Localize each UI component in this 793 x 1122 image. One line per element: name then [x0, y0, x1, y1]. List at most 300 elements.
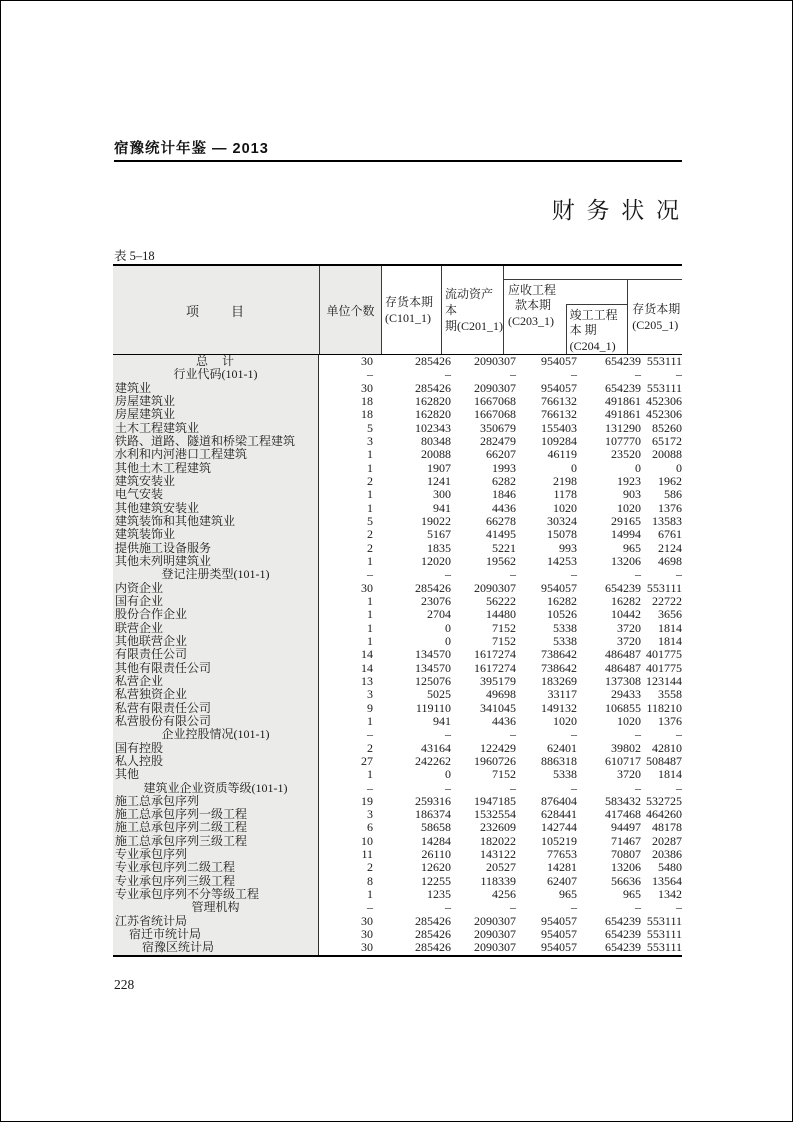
column-header-line: 款本期 — [515, 298, 552, 312]
table-cell: 1907 — [427, 460, 451, 475]
row-label: 江苏省统计局 — [113, 915, 319, 928]
table-cell: 2 — [367, 860, 373, 875]
table-cell: 941 — [433, 500, 451, 515]
table-cell: 162820 — [415, 393, 451, 408]
table-number-label: 表 5–18 — [114, 249, 155, 263]
table-cell: 610717 — [605, 753, 641, 768]
table-cell: 41495 — [486, 527, 516, 542]
row-label: 宿迁市统计局 — [113, 928, 319, 941]
table-cell: – — [635, 727, 641, 742]
table-cell: 19 — [361, 793, 373, 808]
table-cell: 2 — [367, 473, 373, 488]
table-cell: 954057 — [541, 380, 577, 395]
table-cell: 1 — [367, 447, 373, 462]
table-cell: 105219 — [541, 833, 577, 848]
table-cell: 553111 — [646, 940, 682, 955]
table-row — [113, 821, 682, 834]
table-cell: 18 — [361, 393, 373, 408]
table-row — [113, 848, 682, 861]
row-label: 施工总承包序列 — [113, 795, 319, 808]
table-row — [113, 355, 682, 368]
table-cell: 13583 — [652, 513, 682, 528]
table-cell: 1020 — [553, 713, 577, 728]
table-cell: – — [510, 727, 516, 742]
table-header — [113, 266, 682, 355]
table-cell: 491861 — [605, 393, 641, 408]
table-cell: 341045 — [480, 700, 516, 715]
row-label: 电气安装 — [113, 488, 319, 501]
table-row — [113, 542, 682, 555]
table-cell: 401775 — [646, 647, 682, 662]
table-cell: 123144 — [646, 673, 682, 688]
row-label: 铁路、道路、隧道和桥梁工程建筑 — [113, 435, 319, 448]
row-label: 专业承包序列三级工程 — [113, 875, 319, 888]
table-row — [113, 901, 682, 914]
table-cell: 29165 — [611, 513, 641, 528]
column-header-unit-count: 单位个数 — [319, 266, 381, 354]
table-cell: – — [635, 900, 641, 915]
table-cell: 941 — [433, 713, 451, 728]
row-label: 建筑业企业资质等级(101-1) — [113, 782, 319, 795]
column-header-line: 期(C201_1) — [445, 319, 503, 333]
table-row — [113, 768, 682, 781]
header-empty-strip — [504, 266, 682, 280]
table-row — [113, 408, 682, 421]
row-label: 水利和内河港口工程建筑 — [113, 448, 319, 461]
table-row — [113, 742, 682, 755]
table-cell: – — [635, 367, 641, 382]
table-cell: – — [571, 900, 577, 915]
table-cell: 3 — [367, 687, 373, 702]
table-cell: 10526 — [547, 607, 577, 622]
table-cell: 0 — [445, 767, 451, 782]
table-cell: 131290 — [605, 420, 641, 435]
table-cell: 102343 — [415, 420, 451, 435]
table-cell: 654239 — [605, 580, 641, 595]
table-cell: 15078 — [547, 527, 577, 542]
table-cell: 26110 — [421, 847, 451, 862]
table-cell: 654239 — [605, 940, 641, 955]
row-label: 国有企业 — [113, 595, 319, 608]
table-cell: 1020 — [617, 713, 641, 728]
table-cell: 14284 — [421, 833, 451, 848]
table-cell: 1667068 — [474, 393, 516, 408]
table-cell: 1532554 — [474, 807, 516, 822]
table-cell: 1814 — [658, 633, 682, 648]
table-cell: 134570 — [415, 660, 451, 675]
table-cell: 954057 — [541, 927, 577, 942]
table-cell: 12255 — [421, 873, 451, 888]
table-row — [113, 448, 682, 461]
table-cell: 4436 — [492, 500, 516, 515]
table-cell: – — [676, 780, 682, 795]
table-cell: 903 — [623, 487, 641, 502]
table-cell: 1 — [367, 767, 373, 782]
table-cell: 58658 — [421, 820, 451, 835]
row-label: 施工总承包序列三级工程 — [113, 835, 319, 848]
section-title: 财 务 状 况 — [551, 198, 682, 223]
table-cell: 30 — [361, 380, 373, 395]
column-header-line: (C203_1) — [508, 313, 554, 328]
table-cell: 66278 — [486, 513, 516, 528]
table-row — [113, 928, 682, 941]
table-cell: 43164 — [421, 740, 451, 755]
table-cell: 0 — [571, 460, 577, 475]
table-cell: – — [676, 900, 682, 915]
row-label: 专业承包序列二级工程 — [113, 861, 319, 874]
table-cell: 583432 — [605, 793, 641, 808]
column-header-c205 — [627, 280, 682, 355]
row-label: 建筑安装业 — [113, 475, 319, 488]
table-cell: 2090307 — [474, 913, 516, 928]
table-cell: 452306 — [646, 393, 682, 408]
table-cell: 1814 — [658, 620, 682, 635]
row-label: 其他建筑安装业 — [113, 502, 319, 515]
table-cell: – — [367, 367, 373, 382]
table-row — [113, 502, 682, 515]
table-cell: 532725 — [646, 793, 682, 808]
column-header-line: 存货本期 — [632, 301, 681, 316]
table-cell: 46119 — [547, 447, 577, 462]
table-cell: 553111 — [646, 580, 682, 595]
table-cell: 42810 — [652, 740, 682, 755]
table-cell: 183269 — [541, 673, 577, 688]
header-spacer — [566, 280, 628, 304]
table-cell: 137308 — [605, 673, 641, 688]
table-cell: – — [445, 567, 451, 582]
row-label: 私人控股 — [113, 755, 319, 768]
table-cell: 56222 — [486, 593, 516, 608]
table-row — [113, 368, 682, 381]
table-cell: 285426 — [415, 580, 451, 595]
table-cell: 6 — [367, 820, 373, 835]
table-cell: 3720 — [617, 620, 641, 635]
table-cell: 1835 — [427, 540, 451, 555]
table-cell: 30 — [361, 913, 373, 928]
table-cell: 259316 — [415, 793, 451, 808]
table-cell: 8 — [367, 873, 373, 888]
table-cell: – — [445, 367, 451, 382]
table-cell: 876404 — [541, 793, 577, 808]
table-row — [113, 835, 682, 848]
table-cell: – — [571, 567, 577, 582]
table-cell: 954057 — [541, 580, 577, 595]
table-row — [113, 422, 682, 435]
table-cell: 1376 — [658, 500, 682, 515]
table-cell: 10442 — [611, 607, 641, 622]
table-cell: 1814 — [658, 767, 682, 782]
table-cell: 23076 — [421, 593, 451, 608]
table-row — [113, 528, 682, 541]
table-cell: 993 — [559, 540, 577, 555]
table-cell: – — [367, 567, 373, 582]
table-cell: 2124 — [658, 540, 682, 555]
table-cell: 9 — [367, 700, 373, 715]
table-cell: 285426 — [415, 354, 451, 368]
table-cell: 1617274 — [474, 647, 516, 662]
table-cell: 20088 — [421, 447, 451, 462]
column-header-line: 应收工程 — [508, 282, 557, 297]
table-cell: 142744 — [541, 820, 577, 835]
table-cell: 23520 — [611, 447, 641, 462]
table-row — [113, 915, 682, 928]
table-cell: 5025 — [427, 687, 451, 702]
table-cell: 242262 — [415, 753, 451, 768]
table-cell: 22722 — [652, 593, 682, 608]
table-row — [113, 795, 682, 808]
table-cell: 13564 — [652, 873, 682, 888]
table-cell: 77653 — [547, 847, 577, 862]
column-header-c204-wrap — [566, 280, 628, 355]
table-row — [113, 648, 682, 661]
table-cell: 56636 — [611, 873, 641, 888]
table-row — [113, 555, 682, 568]
table-cell: 107770 — [605, 433, 641, 448]
table-cell: – — [445, 900, 451, 915]
table-cell: 1 — [367, 633, 373, 648]
table-row — [113, 702, 682, 715]
table-row — [113, 435, 682, 448]
table-cell: 182022 — [480, 833, 516, 848]
table-cell: 119110 — [415, 700, 451, 715]
table-cell: 553111 — [646, 354, 682, 368]
table-row — [113, 782, 682, 795]
table-cell: 39802 — [611, 740, 641, 755]
table-cell: 10 — [361, 833, 373, 848]
table-cell: 285426 — [415, 913, 451, 928]
table-row — [113, 861, 682, 874]
table-cell: – — [676, 727, 682, 742]
table-cell: 1235 — [427, 887, 451, 902]
row-label: 私营企业 — [113, 675, 319, 688]
column-header-c204 — [566, 304, 628, 355]
row-label: 提供施工设备服务 — [113, 542, 319, 555]
table-cell: 85260 — [652, 420, 682, 435]
table-cell: 1020 — [553, 500, 577, 515]
table-cell: 766132 — [541, 407, 577, 422]
header-group-lower — [504, 280, 682, 355]
table-cell: 654239 — [605, 354, 641, 368]
table-cell: 20527 — [486, 860, 516, 875]
row-label: 联营企业 — [113, 622, 319, 635]
table-cell: 1923 — [617, 473, 641, 488]
column-header-c201 — [441, 266, 503, 354]
table-cell: 954057 — [541, 913, 577, 928]
row-label: 专业承包序列不分等级工程 — [113, 888, 319, 901]
row-label: 内资企业 — [113, 582, 319, 595]
table-cell: 654239 — [605, 913, 641, 928]
table-cell: 1 — [367, 487, 373, 502]
table-cell: – — [571, 780, 577, 795]
table-cell: – — [367, 727, 373, 742]
table-cell: 5338 — [553, 633, 577, 648]
table-cell: 285426 — [415, 927, 451, 942]
table-row — [113, 382, 682, 395]
table-cell: 464260 — [646, 807, 682, 822]
table-cell: 1342 — [658, 887, 682, 902]
table-cell: 19562 — [486, 553, 516, 568]
table-cell: – — [445, 780, 451, 795]
table-row — [113, 608, 682, 621]
table-cell: 5338 — [553, 620, 577, 635]
table-row — [113, 662, 682, 675]
table-cell: 491861 — [605, 407, 641, 422]
row-label: 私营独资企业 — [113, 688, 319, 701]
table-cell: 3558 — [658, 687, 682, 702]
table-cell: 186374 — [415, 807, 451, 822]
table-cell: 143122 — [480, 847, 516, 862]
row-label: 私营股份有限公司 — [113, 715, 319, 728]
table-cell: 654239 — [605, 927, 641, 942]
table-cell: 738642 — [541, 660, 577, 675]
table-row — [113, 875, 682, 888]
table-cell: 965 — [623, 887, 641, 902]
table-cell: 3720 — [617, 767, 641, 782]
table-row — [113, 755, 682, 768]
header-rule — [114, 160, 682, 162]
table-row — [113, 808, 682, 821]
table-row — [113, 595, 682, 608]
row-label: 总 计 — [113, 355, 319, 368]
table-cell: 29433 — [611, 687, 641, 702]
table-body — [113, 355, 682, 955]
column-header-group — [503, 266, 682, 354]
table-cell: 7152 — [492, 767, 516, 782]
table-cell: 16282 — [611, 593, 641, 608]
table-cell: 14 — [361, 660, 373, 675]
table-row — [113, 715, 682, 728]
row-label: 施工总承包序列一级工程 — [113, 808, 319, 821]
table-cell: 282479 — [480, 433, 516, 448]
table-cell: 1 — [367, 620, 373, 635]
table-cell: 30 — [361, 354, 373, 368]
table-cell: 2198 — [553, 473, 577, 488]
table-cell: 3 — [367, 433, 373, 448]
row-label: 其他联营企业 — [113, 635, 319, 648]
table-cell: 5167 — [427, 527, 451, 542]
table-cell: 13206 — [611, 553, 641, 568]
table-cell: 285426 — [415, 380, 451, 395]
table-cell: 1376 — [658, 713, 682, 728]
table-cell: 11 — [361, 847, 373, 862]
table-cell: 1 — [367, 593, 373, 608]
table-cell: 33117 — [547, 687, 577, 702]
row-label: 股份合作企业 — [113, 608, 319, 621]
table-cell: 417468 — [605, 807, 641, 822]
table-cell: 2090307 — [474, 380, 516, 395]
table-cell: 1 — [367, 460, 373, 475]
table-cell: 12620 — [421, 860, 451, 875]
table-row — [113, 941, 682, 954]
row-label: 企业控股情况(101-1) — [113, 728, 319, 741]
table-cell: – — [635, 780, 641, 795]
table-row — [113, 688, 682, 701]
table-cell: 738642 — [541, 647, 577, 662]
table-cell: 4436 — [492, 713, 516, 728]
table-cell: – — [510, 900, 516, 915]
row-label: 登记注册类型(101-1) — [113, 568, 319, 581]
table-cell: 1178 — [553, 487, 577, 502]
row-label: 施工总承包序列二级工程 — [113, 821, 319, 834]
table-cell: 965 — [623, 540, 641, 555]
table-cell: 16282 — [547, 593, 577, 608]
table-cell: 122429 — [480, 740, 516, 755]
table-cell: 452306 — [646, 407, 682, 422]
table-cell: 66207 — [486, 447, 516, 462]
running-head: 宿豫统计年鉴 — 2013 — [114, 141, 269, 157]
table-cell: 65172 — [652, 433, 682, 448]
table-cell: – — [510, 367, 516, 382]
table-cell: 6761 — [658, 527, 682, 542]
table-cell: 232609 — [480, 820, 516, 835]
row-label: 房屋建筑业 — [113, 408, 319, 421]
table-cell: 70807 — [611, 847, 641, 862]
table-cell: – — [445, 727, 451, 742]
row-label: 建筑装饰业 — [113, 528, 319, 541]
table-cell: 149132 — [541, 700, 577, 715]
table-cell: 1846 — [492, 487, 516, 502]
table-cell: 2090307 — [474, 927, 516, 942]
table-cell: – — [510, 780, 516, 795]
table-row — [113, 475, 682, 488]
table-cell: 965 — [559, 887, 577, 902]
table-cell: 118210 — [646, 700, 682, 715]
table-cell: 5221 — [492, 540, 516, 555]
table-cell: 4698 — [658, 553, 682, 568]
table-cell: 155403 — [541, 420, 577, 435]
table-cell: 14281 — [547, 860, 577, 875]
table-cell: 1960726 — [474, 753, 516, 768]
table-row — [113, 675, 682, 688]
table-cell: 1020 — [617, 500, 641, 515]
table-cell: 94497 — [611, 820, 641, 835]
column-header-line: (C101_1) — [385, 311, 431, 325]
table-cell: 766132 — [541, 393, 577, 408]
table-cell: 954057 — [541, 354, 577, 368]
table-cell: – — [510, 567, 516, 582]
table-cell: 628441 — [541, 807, 577, 822]
table-row — [113, 582, 682, 595]
row-label: 其他土木工程建筑 — [113, 462, 319, 475]
table-cell: 162820 — [415, 407, 451, 422]
table-cell: – — [635, 567, 641, 582]
table-cell: 2090307 — [474, 354, 516, 368]
table-cell: 1 — [367, 887, 373, 902]
table-cell: 2 — [367, 540, 373, 555]
table-cell: 0 — [445, 633, 451, 648]
table-cell: 486487 — [605, 647, 641, 662]
table-cell: 109284 — [541, 433, 577, 448]
table-row — [113, 728, 682, 741]
table-cell: 1 — [367, 553, 373, 568]
table-cell: 14 — [361, 647, 373, 662]
table-cell: 14480 — [486, 607, 516, 622]
table-cell: 30 — [361, 927, 373, 942]
table-cell: 1 — [367, 500, 373, 515]
table-cell: 2090307 — [474, 940, 516, 955]
table-cell: 30324 — [547, 513, 577, 528]
table-cell: 6282 — [492, 473, 516, 488]
table-cell: 71467 — [611, 833, 641, 848]
table-cell: 586 — [664, 487, 682, 502]
table-cell: 1947185 — [474, 793, 516, 808]
table-cell: 486487 — [605, 660, 641, 675]
table-cell: 18 — [361, 407, 373, 422]
table-cell: 7152 — [492, 633, 516, 648]
row-label: 其他 — [113, 768, 319, 781]
table-cell: 553111 — [646, 380, 682, 395]
table-cell: 4256 — [492, 887, 516, 902]
